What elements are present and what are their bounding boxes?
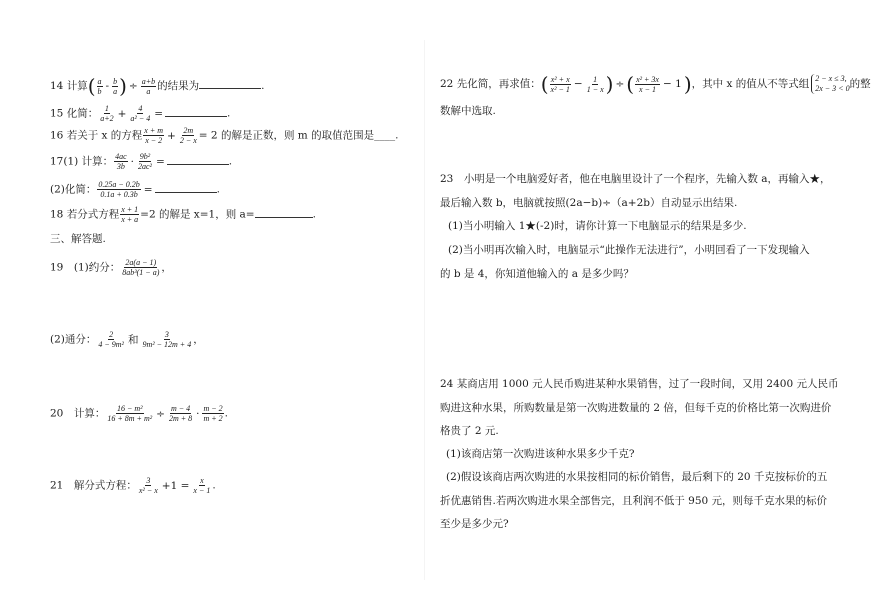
question-24-line2: 购进这种水果，所购数量是第一次购进数量的 2 倍，但每千克的价格比第一次购进价 xyxy=(440,402,832,414)
numerator: x² + x xyxy=(550,74,570,84)
denominator: a xyxy=(113,86,118,96)
question-21 xyxy=(50,476,216,495)
question-14: 14 计算( $\frac{a}{b}$ - $\frac{b}{a}$ ) ÷ $\frac{a+b}{a}$ 的结果为 . xyxy=(50,74,265,98)
question-23-line5: 的 b 是 4，你知道他输入的 a 是多少吗？ xyxy=(440,268,634,280)
numerator: 1 xyxy=(104,104,109,113)
question-22 xyxy=(440,74,871,94)
question-17-1: 17(1) 计算： $\frac{4ac}{3b}$ · $\frac{\text{9b²}}{\text{2ac²}}$ = . xyxy=(50,152,233,171)
question-24-line6: 折优惠销售.若两次购进水果全部售完，且利润不低于 950 元，则每千克水果的标价 xyxy=(440,495,828,507)
q19b-suffix: ， xyxy=(193,333,204,346)
numerator: x + m xyxy=(144,126,164,135)
question-24-part2: (2)假设该商店两次购进的水果按相同的标价销售，最后剩下的 20 千克按标价的五 xyxy=(446,471,828,483)
operator: = xyxy=(154,107,164,120)
question-23-part2: (2)当小明再次输入时，电脑显示“此操作无法进行”，小明回看了一下发现输入 xyxy=(448,244,810,256)
operator: · xyxy=(196,407,200,420)
q15-fraction-2 xyxy=(129,104,151,123)
answer-blank[interactable] xyxy=(255,207,313,218)
numerator: m − 2 xyxy=(203,404,223,413)
operator: 和 xyxy=(127,333,139,346)
paren-open: ( xyxy=(626,72,635,96)
denominator: 3b xyxy=(116,162,125,171)
q20-fraction-1 xyxy=(106,404,153,423)
q19b-fraction-1 xyxy=(97,330,125,349)
q22-fraction-1 xyxy=(550,75,571,94)
q19b-prefix: (2)通分： xyxy=(50,333,97,346)
q17a-prefix: 17(1) 计算： xyxy=(50,155,114,168)
denominator: x + a xyxy=(121,215,139,224)
numerator: 2 xyxy=(109,330,114,339)
question-17-2: (2)化简： $\frac{0.25a - 0.2b}{0.1a + 0.3b}$ = . xyxy=(50,180,220,199)
q17a-fraction-2 xyxy=(137,152,153,171)
denominator: b xyxy=(97,86,102,96)
question-24-line1: 24 某商店用 1000 元人民币购进某种水果销售，过了一段时间，又用 2400 元人民币 xyxy=(440,378,839,390)
q22-fraction-2 xyxy=(586,75,605,94)
question-19-1 xyxy=(50,258,172,277)
numerator: a xyxy=(97,76,102,86)
q21-suffix: . xyxy=(212,479,216,492)
q15-fraction-1 xyxy=(99,104,114,123)
denominator: x² − 1 xyxy=(550,84,570,94)
denominator: x − 1 xyxy=(639,84,656,94)
q20-fraction-2 xyxy=(168,404,193,423)
q17a-fraction-1 xyxy=(114,152,128,171)
column-divider xyxy=(424,40,425,580)
numerator: 4ac xyxy=(115,152,127,161)
numerator: b xyxy=(113,76,118,86)
denominator: 2m + 8 xyxy=(168,414,193,423)
question-18 xyxy=(50,205,316,224)
q15-prefix: 15 化简： xyxy=(50,107,99,120)
q18-suffix: =2 的解是 x=1，则 a= xyxy=(140,208,255,221)
section-heading: 三、解答题. xyxy=(50,233,106,245)
question-23-line1: 23 小明是一个电脑爱好者，他在电脑里设计了一个程序，先输入数 a，再输入★， xyxy=(440,173,831,185)
question-24-line3: 格贵了 2 元. xyxy=(440,425,499,437)
numerator: 2a(a − 1) xyxy=(125,258,157,267)
denominator: a xyxy=(146,86,151,96)
numerator: 9b² xyxy=(139,152,151,161)
inequality-1: 2 − x ≤ 3, xyxy=(815,74,847,83)
operator: + xyxy=(117,107,127,120)
q19a-suffix: ， xyxy=(161,261,172,274)
q18-prefix: 18 若分式方程 xyxy=(50,208,120,221)
operator: · xyxy=(130,155,134,168)
q22-prefix: 22 先化简，再求值： xyxy=(440,78,541,90)
q21-fraction-1 xyxy=(138,476,159,495)
question-19-2 xyxy=(50,330,204,349)
numerator: 1 xyxy=(593,74,598,84)
denominator: 0.1a + 0.3b xyxy=(100,190,138,199)
numerator: 4 xyxy=(138,104,143,113)
right-column xyxy=(430,0,871,608)
answer-blank[interactable] xyxy=(199,78,261,89)
q20-suffix: . xyxy=(224,407,228,420)
q18-end: . xyxy=(312,208,316,221)
paren-close: ) xyxy=(605,72,614,96)
numerator: a+b xyxy=(141,76,156,86)
q19a-prefix: 19 (1)约分： xyxy=(50,261,121,274)
q16-fraction-2 xyxy=(179,126,198,145)
operator: ÷ xyxy=(156,407,165,420)
numerator: x xyxy=(200,476,204,485)
question-22-line2: 数解中选取. xyxy=(440,105,496,117)
answer-blank[interactable] xyxy=(165,106,227,117)
q18-fraction-1 xyxy=(120,205,139,224)
denominator: x − 1 xyxy=(193,486,211,495)
denominator: x² − x xyxy=(138,486,158,495)
q14-prefix: 14 计算 xyxy=(50,80,88,92)
q17b-fraction-1 xyxy=(97,180,140,199)
denominator: 8ab³(1 − a) xyxy=(122,268,160,277)
numerator: 0.25a − 0.2b xyxy=(98,180,140,189)
denominator: x − 2 xyxy=(145,136,163,145)
denominator: 2 − x xyxy=(179,136,197,145)
q14-fraction-1 xyxy=(97,77,103,96)
operator: +1 = xyxy=(161,479,190,492)
question-23-line2: 最后输入数 b，电脑就按照(2a−b)÷（a+2b）自动显示出结果. xyxy=(440,197,738,209)
operator: ÷ xyxy=(615,78,625,90)
q16-fraction-1 xyxy=(143,126,164,145)
denominator: 1 − x xyxy=(586,84,604,94)
q22-mid: ，其中 x 的值从不等式组 xyxy=(691,78,810,90)
operator: + xyxy=(167,129,176,142)
operator: = xyxy=(143,183,153,196)
question-24-line7: 至少是多少元? xyxy=(440,518,509,530)
paren-close: ) xyxy=(683,72,692,96)
q14-fraction-2 xyxy=(112,77,118,96)
operator: − xyxy=(573,78,583,90)
denominator: m + 2 xyxy=(203,414,223,423)
denominator: 9m² − 12m + 4 xyxy=(142,340,192,349)
q22-fraction-3 xyxy=(635,75,660,94)
numerator: 3 xyxy=(146,476,151,485)
numerator: 3 xyxy=(164,330,169,339)
q20-prefix: 20 计算： xyxy=(50,407,106,420)
numerator: x² + 3x xyxy=(636,74,659,84)
denominator: 4 − 9m² xyxy=(98,340,124,349)
q19b-fraction-2 xyxy=(141,330,192,349)
operator: - xyxy=(105,80,110,92)
inequality-system xyxy=(811,74,849,94)
q22-end: 的整 xyxy=(849,78,871,90)
q20-fraction-3 xyxy=(202,404,223,423)
question-24-part1: (1)该商店第一次购进该种水果多少千克? xyxy=(446,448,635,460)
answer-blank[interactable] xyxy=(155,182,217,193)
inequality-2: 2x − 3 < 0 xyxy=(815,84,850,93)
q16-prefix: 16 若关于 x 的方程 xyxy=(50,129,143,142)
operator: ÷ xyxy=(128,80,138,92)
q19a-fraction-1 xyxy=(121,258,160,277)
paren-open: ( xyxy=(540,72,549,96)
question-16 xyxy=(50,126,398,145)
denominator: a² − 4 xyxy=(130,114,151,123)
paren-open: ( xyxy=(87,74,96,98)
q21-prefix: 21 解分式方程： xyxy=(50,479,137,492)
denominator: 2ac² xyxy=(137,162,152,171)
q21-fraction-2 xyxy=(192,476,211,495)
numerator: m − 4 xyxy=(170,404,191,413)
left-column xyxy=(0,0,420,608)
q16-suffix: = 2 的解是正数，则 m 的取值范围是____. xyxy=(198,129,399,142)
q14-suffix: 的结果为 xyxy=(157,80,200,92)
question-15: 15 化简： $\frac{1}{a+2}$ + $\frac{4}{\text{a² − 4}}$ = . xyxy=(50,104,231,123)
paren-close: ) xyxy=(119,74,127,98)
denominator: a+2 xyxy=(100,114,114,123)
q17b-prefix: (2)化简： xyxy=(50,183,97,196)
q14-fraction-3 xyxy=(141,77,156,96)
question-20 xyxy=(50,404,228,423)
operator: = xyxy=(155,155,165,168)
numerator: 2m xyxy=(183,126,194,135)
numerator: x + 1 xyxy=(121,205,139,214)
answer-blank[interactable] xyxy=(167,154,229,165)
numerator: 16 − m² xyxy=(116,404,143,413)
question-23-part1: (1)当小明输入 1★(-2)时，请你计算一下电脑显示的结果是多少. xyxy=(448,220,747,232)
operator: − 1 xyxy=(662,78,682,90)
denominator: 16 + 8m + m² xyxy=(107,414,153,423)
